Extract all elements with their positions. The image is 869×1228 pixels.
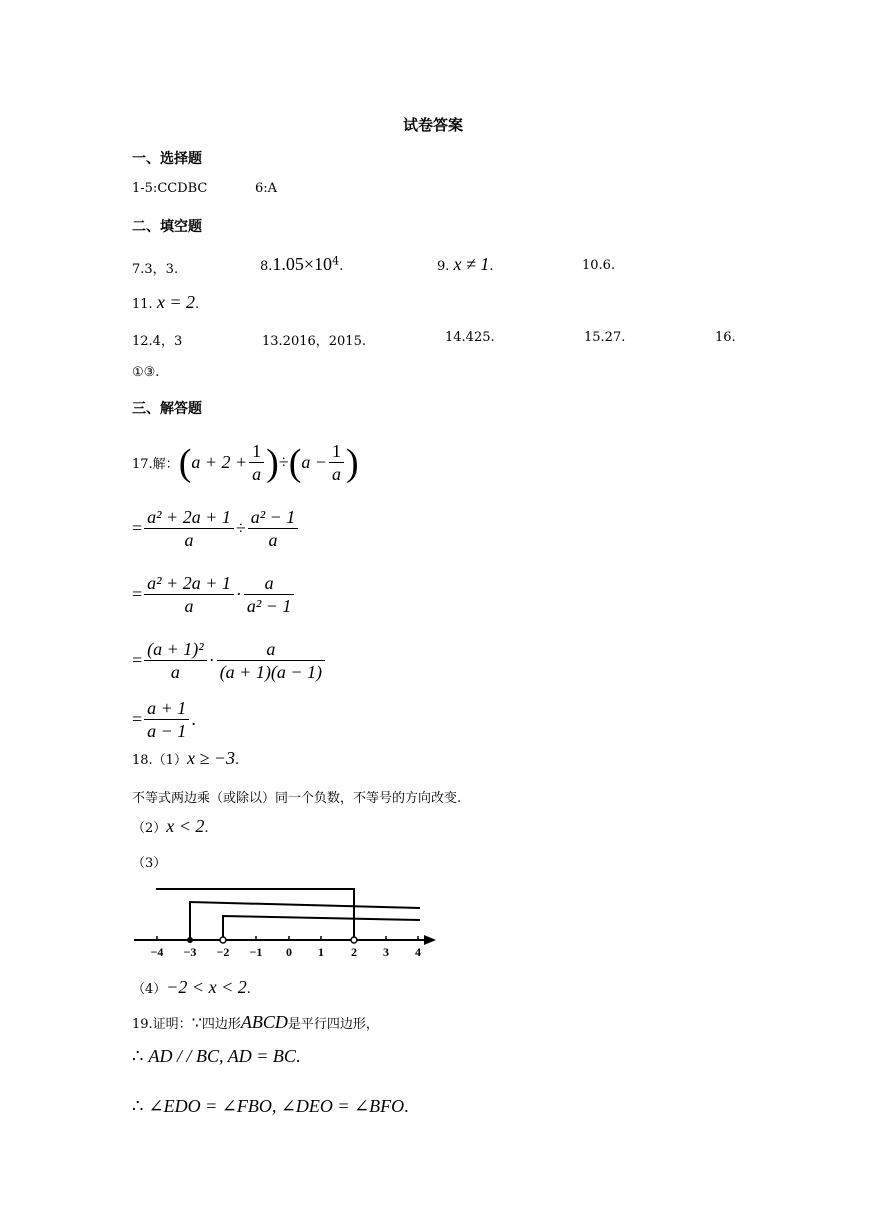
q18-note: 不等式两边乘（或除以）同一个负数，不等号的方向改变. xyxy=(132,791,462,806)
denominator: (a + 1)(a − 1) xyxy=(219,662,322,682)
q17-expression xyxy=(179,440,359,485)
q17-line-1 xyxy=(132,440,359,485)
axis-arrow-icon xyxy=(424,935,436,945)
page-title: 试卷答案 xyxy=(403,116,464,134)
fraction xyxy=(144,572,234,617)
numerator: a² + 2a + 1 xyxy=(144,572,234,595)
q17-line-2 xyxy=(132,506,300,551)
q19-angle-statement: ∠EDO = ∠FBO, ∠DEO = ∠BFO xyxy=(148,1096,405,1116)
period: . xyxy=(204,821,209,836)
tick-label: 4 xyxy=(415,945,421,959)
answer-15: 15.27. xyxy=(584,330,626,345)
denominator: a xyxy=(184,596,194,616)
answer-13: 13.2016，2015. xyxy=(262,334,366,349)
denominator: a xyxy=(332,464,341,484)
tick-label: 0 xyxy=(286,945,292,959)
answer-16-label: 16. xyxy=(715,330,736,345)
answer-11 xyxy=(132,292,199,313)
answer-9 xyxy=(437,254,494,275)
q19-parallel-statement: AD / / BC, AD = BC xyxy=(148,1046,296,1066)
q17-fraction-1 xyxy=(249,440,264,485)
bracket-x-less-than-2 xyxy=(156,889,354,940)
equals-sign: = xyxy=(132,650,143,670)
q18-part-2-expr: x < 2 xyxy=(166,816,205,836)
period: . xyxy=(234,753,240,768)
fraction xyxy=(144,638,207,683)
tick-label: −4 xyxy=(150,945,164,959)
answer-16: ①③. xyxy=(132,365,160,380)
division-sign: ÷ xyxy=(278,452,289,472)
open-point-2 xyxy=(351,937,357,943)
q18-part-1-label: 18.（1） xyxy=(132,753,187,768)
multiplication-dot: · xyxy=(235,584,242,604)
denominator: a² − 1 xyxy=(246,596,292,616)
q19-line-3 xyxy=(132,1096,409,1117)
equals-sign: = xyxy=(132,584,143,604)
q17-label: 17.解： xyxy=(132,457,179,472)
answer-9-end: . xyxy=(489,259,494,274)
numerator: 1 xyxy=(329,440,344,463)
choice-answer-6: 6:A xyxy=(255,181,278,196)
fraction xyxy=(144,697,189,742)
section-heading-choice: 一、选择题 xyxy=(132,151,202,167)
numerator: a² − 1 xyxy=(248,506,299,529)
tick-label: 2 xyxy=(351,945,357,959)
period: . xyxy=(295,1046,301,1066)
tick-label: 1 xyxy=(318,945,324,959)
tick-label: −3 xyxy=(183,945,197,959)
q18-part-2-label: （2） xyxy=(132,821,167,836)
period: . xyxy=(246,982,251,997)
division-sign: ÷ xyxy=(235,518,246,538)
q18-part-2 xyxy=(132,816,209,837)
equals-sign: = xyxy=(132,709,143,729)
solution-brackets xyxy=(156,889,420,940)
numerator: 1 xyxy=(249,440,264,463)
because-symbol: ∵ xyxy=(191,1013,202,1032)
open-point-minus-2 xyxy=(220,937,226,943)
bracket-x-ge-minus-3 xyxy=(190,902,420,940)
answer-8-exponent: 4 xyxy=(332,254,340,268)
q18-part-4-label: （4） xyxy=(132,982,167,997)
left-paren: ( xyxy=(288,441,302,484)
q19-text: 是平行四边形， xyxy=(287,1017,379,1032)
numerator: a + 1 xyxy=(144,697,189,720)
q18-part-3-label: （3） xyxy=(132,856,167,871)
q18-part-1 xyxy=(132,748,239,769)
therefore-symbol: ∴ xyxy=(132,1046,144,1066)
choice-answers-1-5: 1-5:CCDBC xyxy=(132,181,208,196)
q19-label: 19.证明： xyxy=(132,1017,192,1032)
fraction xyxy=(217,638,325,683)
q18-part-1-expr: x ≥ −3 xyxy=(186,748,235,768)
left-paren: ( xyxy=(178,441,192,484)
tick-label: −1 xyxy=(249,945,263,959)
answer-9-label: 9. xyxy=(437,259,450,274)
q17-term-b: a − xyxy=(301,452,327,472)
fraction xyxy=(248,506,299,551)
right-paren: ) xyxy=(266,441,279,484)
answer-10: 10.6. xyxy=(582,258,616,273)
fraction xyxy=(144,506,234,551)
answer-11-label: 11. xyxy=(132,297,153,312)
answer-8 xyxy=(260,254,343,275)
solid-point-minus-3 xyxy=(187,937,193,943)
right-paren: ) xyxy=(346,441,359,484)
q17-line-4 xyxy=(132,638,327,683)
tick-label: −2 xyxy=(216,945,230,959)
period: . xyxy=(404,1096,409,1116)
q19-quadrilateral: ABCD xyxy=(240,1012,288,1032)
answer-7: 7.3，3. xyxy=(132,262,179,277)
therefore-symbol: ∴ xyxy=(132,1096,144,1116)
equals-sign: = xyxy=(132,518,143,538)
q19-line-2 xyxy=(132,1046,300,1067)
q18-part-4 xyxy=(132,977,251,998)
denominator: a xyxy=(268,530,278,550)
number-line-diagram xyxy=(130,880,450,960)
q17-fraction-2 xyxy=(329,440,344,485)
section-heading-solve: 三、解答题 xyxy=(132,401,202,417)
denominator: a − 1 xyxy=(147,721,187,741)
q17-line-3 xyxy=(132,572,296,617)
answer-8-mantissa: 1.05×10 xyxy=(272,254,333,274)
answer-8-end: . xyxy=(339,259,344,274)
numerator: a² + 2a + 1 xyxy=(144,506,234,529)
numerator: a xyxy=(217,638,325,661)
denominator: a xyxy=(184,530,194,550)
tick-label: 3 xyxy=(383,945,389,959)
answer-8-label: 8. xyxy=(260,259,273,274)
q18-part-4-expr: −2 < x < 2 xyxy=(166,977,247,997)
denominator: a xyxy=(252,464,262,484)
q19-line-1 xyxy=(132,1012,379,1033)
answer-14: 14.425. xyxy=(445,330,495,345)
answer-11-expr: x = 2 xyxy=(156,292,195,312)
answer-9-expr: x ≠ 1 xyxy=(453,254,490,274)
answer-11-end: . xyxy=(194,297,200,312)
denominator: a xyxy=(170,662,180,682)
multiplication-dot: · xyxy=(208,650,215,670)
q17-term-a: a + 2 + xyxy=(191,452,248,472)
q17-line-5 xyxy=(132,697,196,742)
period: . xyxy=(191,709,196,729)
q19-text: 四边形 xyxy=(201,1017,241,1032)
numerator: (a + 1)² xyxy=(144,638,207,661)
numerator: a xyxy=(244,572,295,595)
answer-12: 12.4，3 xyxy=(132,334,183,349)
fraction xyxy=(244,572,295,617)
section-heading-fill: 二、填空题 xyxy=(132,219,202,235)
